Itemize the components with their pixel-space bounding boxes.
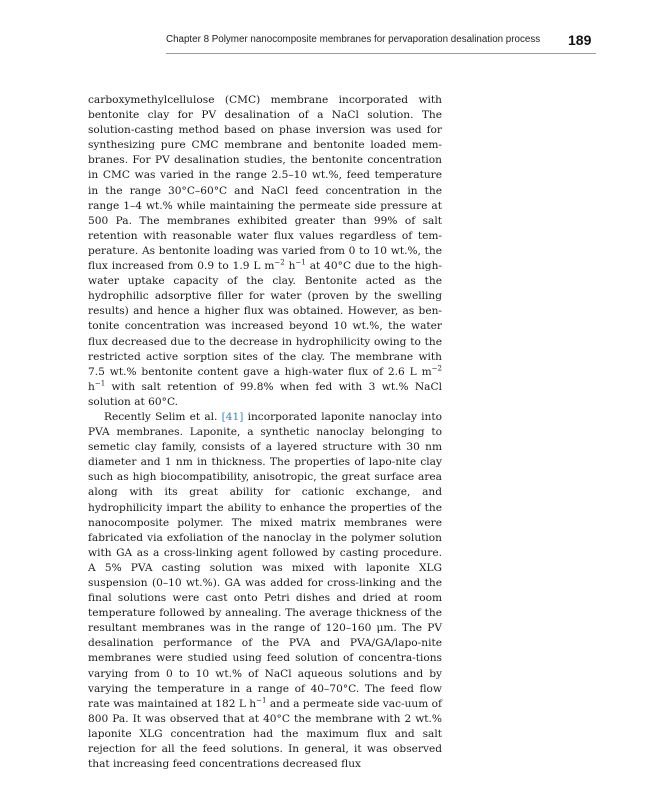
text-segment: at 40°C due to the high-water uptake capacity of the clay. Bentonite acted as the hydrophilic adsorptive filler for water (proven by the swelling results) and hence a higher flux was obtained. However, as ben-tonite concentration was increased beyond 10 wt.%, the water flux decreased due to the decrease in hydrophilicity owing to the restricted active sorption sites of the clay. The membrane with 7.5 wt.% bentonite content gave a high-water flux of 2.6 L m: [88, 260, 442, 378]
citation-link[interactable]: [41]: [221, 410, 244, 423]
text-segment: carboxymethylcellulose (CMC) membrane incorporated with bentonite clay for PV desalination of a NaCl solution. The solution-casting method based on phase inversion was used for synthesizing pure CMC membrane and bentonite loaded mem-branes. For PV desalination studies, the bentonite concentration in CMC was varied in the range 2.5–10 wt.%, feed temperature in the range 30°C–60°C and NaCl feed concentration in the range 1–4 wt.% while maintaining the permeate side pressure at 500 Pa. The membranes exhibited greater than 99% of salt retention with reasonable water flux values regardless of tem-perature. As bentonite loading was varied from 0 to 10 wt.%, the flux increased from 0.9 to 1.9 L m: [88, 94, 442, 273]
text-segment: h: [284, 260, 296, 273]
superscript: −1: [295, 258, 306, 267]
text-segment: Recently Selim et al.: [104, 410, 222, 423]
text-segment: h: [88, 380, 95, 393]
text-segment: and a permeate side vac-uum of 800 Pa. It was observed that at 40°C the membrane with 2 wt.% laponite XLG concentration had the maximum flux and salt rejection for all the feed solutions. In general, it was observed that increasing feed concentrations decreased flux: [88, 697, 442, 771]
text-segment: with salt retention of 99.8% when fed with 3 wt.% NaCl solution at 60°C.: [88, 380, 442, 408]
superscript: −2: [431, 364, 442, 373]
superscript: −2: [274, 258, 285, 267]
superscript: −1: [256, 696, 267, 705]
paragraph-pva-laponite: [88, 410, 442, 772]
running-head-chapter-title: Chapter 8 Polymer nanocomposite membranes for pervaporation desalination process: [166, 34, 541, 45]
superscript: −1: [94, 379, 106, 388]
header-divider: [166, 53, 596, 54]
paragraph-cmc-bentonite: [88, 93, 442, 410]
page-number: 189: [568, 32, 592, 48]
text-segment: incorporated laponite nanoclay into PVA membranes. Laponite, a synthetic nanoclay belonging to semetic clay family, consists of a layered structure with 30 nm diameter and 1 nm in thickness. The properties of lapo-nite clay such as high biocompatibility, anisotropic, the great surface area along with its great ability for cationic exchange, and hydrophilicity impart the ability to enhance the properties of the nanocomposite polymer. The mixed matrix membranes were fabricated via exfoliation of the nanoclay in the polymer solution with GA as a cross-linking agent followed by casting procedure. A 5% PVA casting solution was mixed with laponite XLG suspension (0–10 wt.%). GA was added for cross-linking and the final solutions were cast onto Petri dishes and dried at room temperature followed by annealing. The average thickness of the resultant membranes was in the range of 120–160 μm. The PV desalination performance of the PVA and PVA/GA/lapo-nite membranes were studied using feed solution of concentra-tions varying from 0 to 10 wt.% of NaCl aqueous solutions and by varying the temperature in a range of 40–70°C. The feed flow rate was maintained at 182 L h: [88, 410, 442, 710]
body-text: [88, 93, 442, 772]
